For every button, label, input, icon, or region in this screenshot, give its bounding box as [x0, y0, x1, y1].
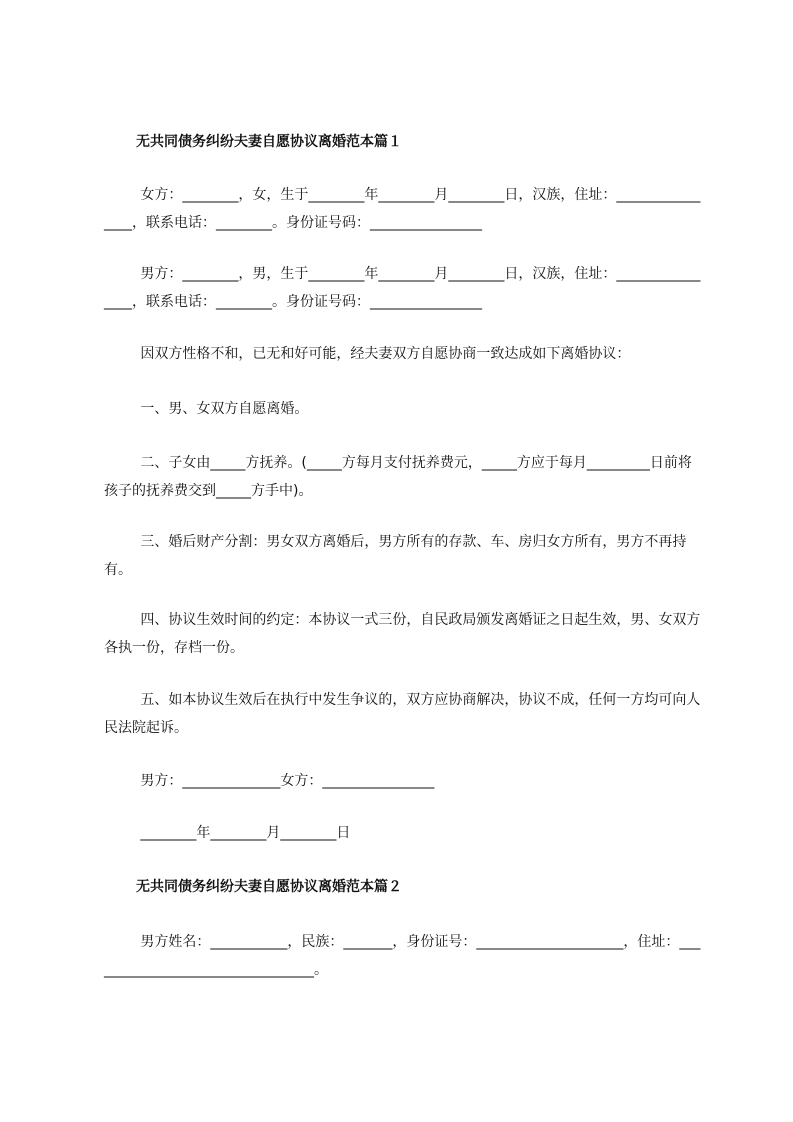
husband-detail-paragraph: 男方姓名：___________，民族：_______，身份证号：_____________________，住址：_________________________________。 [104, 934, 701, 978]
clause-4: 四、协议生效时间的约定：本协议一式三份，自民政局颁发离婚证之日起生效，男、女双方各执一份，存档一份。 [104, 612, 701, 656]
clause-5: 五、如本协议生效后在执行中发生争议的，双方应协商解决，协议不成，任何一方均可向人民法院起诉。 [104, 692, 701, 736]
section-title-1: 无共同债务纠纷夫妻自愿协议离婚范本篇１ [136, 134, 402, 150]
intro-paragraph: 因双方性格不和，已无和好可能，经夫妻双方自愿协商一致达成如下离婚协议： [140, 346, 631, 362]
clause-2: 二、子女由_____方抚养。(_____方每月支付抚养费元，_____方应于每月_________日前将孩子的抚养费交到_____方手中)。 [104, 455, 692, 499]
husband-info-paragraph: 男方：________，男，生于________年________月________日，汉族，住址：________________，联系电话：________。身份证号码：________________ [104, 266, 701, 310]
signature-line: 男方：______________女方：________________ [140, 773, 435, 789]
clause-3: 三、婚后财产分割：男女双方离婚后，男方所有的存款、车、房归女方所有，男方不再持有。 [104, 534, 687, 578]
section-title-2: 无共同债务纠纷夫妻自愿协议离婚范本篇２ [136, 879, 402, 895]
date-line: ________年________月________日 [140, 825, 351, 841]
clause-1: 一、男、女双方自愿离婚。 [140, 401, 309, 417]
wife-info-paragraph: 女方：________，女，生于________年________月________日，汉族，住址：________________，联系电话：________。身份证号码：________________ [104, 187, 701, 231]
